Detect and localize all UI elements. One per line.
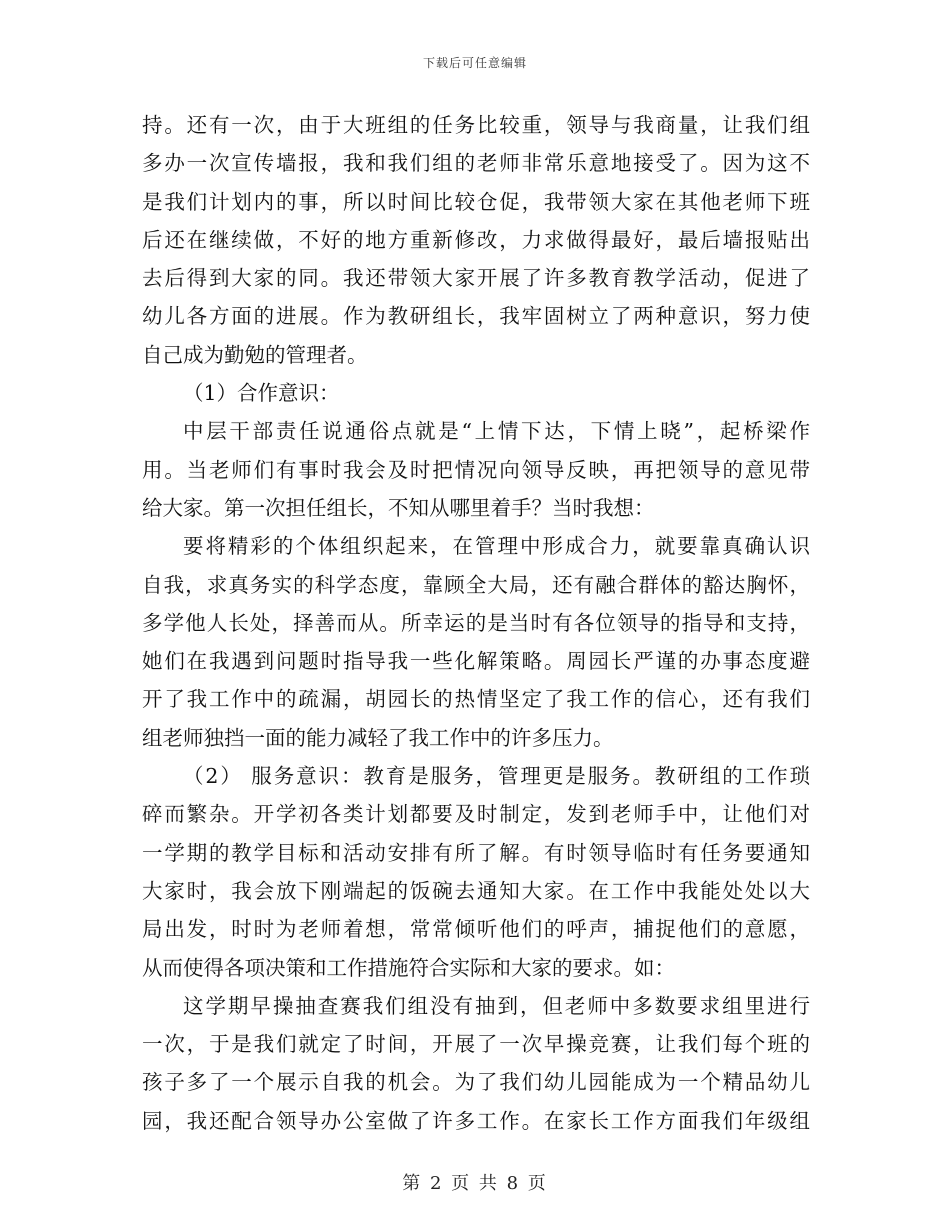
page-number: 第 2 页 共 8 页 (402, 1173, 548, 1194)
text-line: 后还在继续做，不好的地方重新修改，力求做得最好，最后墙报贴出 (142, 227, 810, 252)
text-line: 持。还有一次，由于大班组的任务比较重，领导与我商量，让我们组 (142, 113, 810, 137)
text-line: 组老师独挡一面的能力减轻了我工作中的许多压力。 (142, 725, 614, 750)
page-header: 下载后可任意编辑 (422, 56, 527, 70)
text-line: 中层干部责任说通俗点就是“上情下达，下情上晓”，起桥梁作 (183, 419, 810, 444)
text-line: 自己成为勤勉的管理者。 (142, 342, 368, 367)
text-line: 幼儿各方面的进展。作为教研组长，我牢固树立了两种意识，努力使 (142, 304, 810, 329)
text-line: 要将精彩的个体组织起来，在管理中形成合力，就要靠真确认识 (183, 534, 810, 559)
text-line: 孩子多了一个展示自我的机会。为了我们幼儿园能成为一个精品幼儿 (142, 1070, 810, 1095)
text-line: 碎而繁杂。开学初各类计划都要及时制定，发到老师手中，让他们对 (142, 802, 810, 827)
text-line: 开了我工作中的疏漏，胡园长的热情坚定了我工作的信心，还有我们 (142, 687, 810, 712)
text-line: 去后得到大家的同。我还带领大家开展了许多教育教学活动，促进了 (142, 266, 810, 291)
section-heading-cooperation: （1）合作意识： (183, 381, 340, 406)
document-body (142, 106, 810, 1140)
text-line: 这学期早操抽查赛我们组没有抽到，但老师中多数要求组里进行 (183, 993, 810, 1018)
section-heading-service: （2） 服务意识：教育是服务，管理更是服务。教研组的工作琐 (183, 764, 810, 789)
text-line: 多办一次宣传墙报，我和我们组的老师非常乐意地接受了。因为这不 (142, 151, 810, 176)
text-line: 多学他人长处，择善而从。所幸运的是当时有各位领导的指导和支持， (142, 610, 810, 635)
text-line: 园，我还配合领导办公室做了许多工作。在家长工作方面我们年级组 (142, 1108, 810, 1133)
text-line: 局出发，时时为老师着想，常常倾听他们的呼声，捕捉他们的意愿， (142, 917, 810, 942)
text-line: 一次，于是我们就定了时间，开展了一次早操竞赛，让我们每个班的 (142, 1032, 810, 1057)
text-line: 是我们计划内的事，所以时间比较仓促，我带领大家在其他老师下班 (142, 189, 810, 214)
text-line: 大家时，我会放下刚端起的饭碗去通知大家。在工作中我能处处以大 (142, 878, 810, 903)
text-line: 给大家。第一次担任组长，不知从哪里着手？当时我想： (142, 495, 655, 520)
text-line: 自我，求真务实的科学态度，靠顾全大局，还有融合群体的豁达胸怀， (142, 572, 810, 597)
text-line: 她们在我遇到问题时指导我一些化解策略。周园长严谨的办事态度避 (142, 649, 810, 674)
text-line: 一学期的教学目标和活动安排有所了解。有时领导临时有任务要通知 (142, 840, 810, 865)
text-line: 从而使得各项决策和工作措施符合实际和大家的要求。如： (142, 955, 675, 980)
text-line: 用。当老师们有事时我会及时把情况向领导反映，再把领导的意见带 (142, 457, 810, 482)
